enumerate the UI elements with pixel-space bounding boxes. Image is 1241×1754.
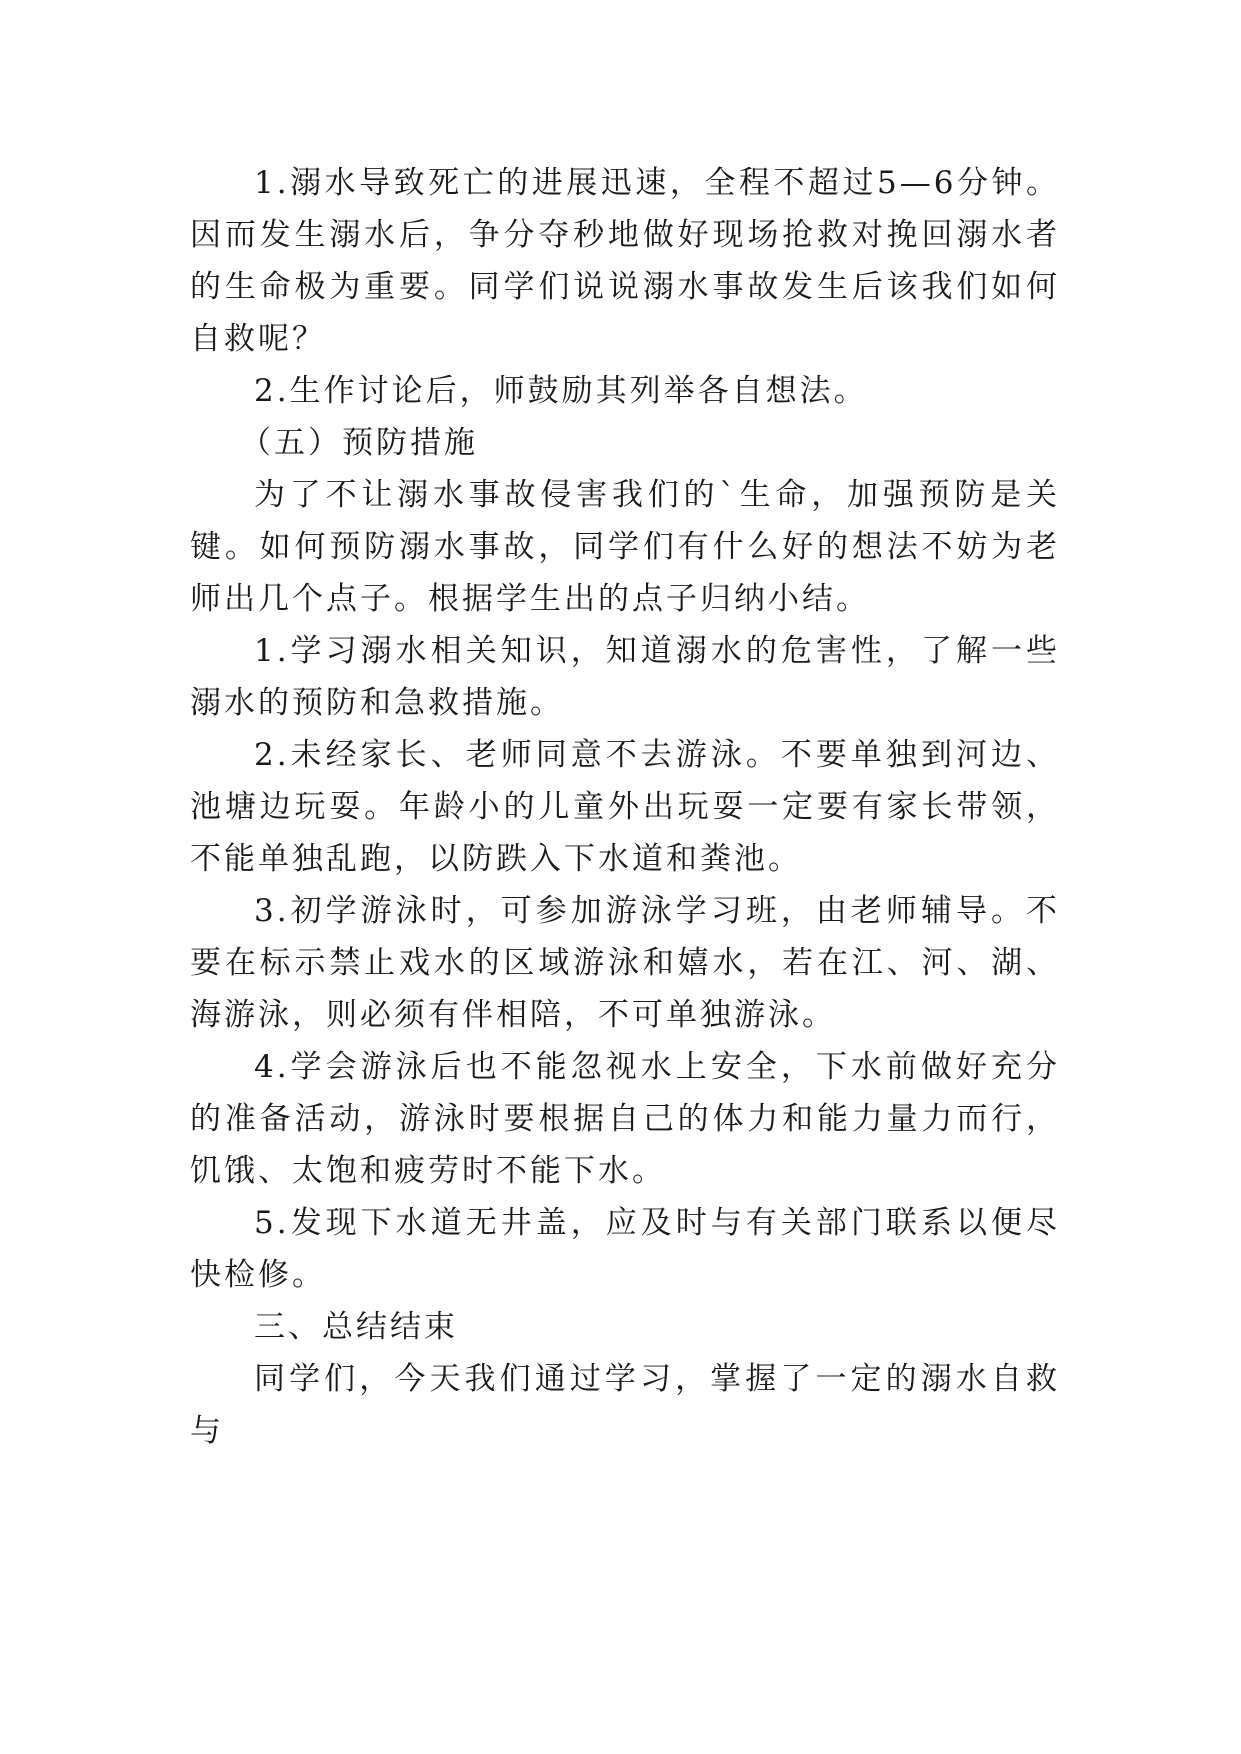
paragraph-student-discussion: 2.生作讨论后，师鼓励其列举各自想法。: [254, 373, 868, 409]
paragraph-prevention-intro: 为了不让溺水事故侵害我们的`生命，加强预防是关键。如何预防溺水事故，同学们有什么好的想法不妨为老师出几个点子。根据学生出的点子归纳小结。: [190, 477, 1060, 617]
section-heading-prevention: （五）预防措施: [240, 425, 478, 461]
list-item-1: 1.学习溺水相关知识，知道溺水的危害性，了解一些溺水的预防和急救措施。: [190, 633, 1060, 721]
list-item-5: 5.发现下水道无井盖，应及时与有关部门联系以便尽快检修。: [190, 1205, 1060, 1293]
paragraph-summary: 同学们，今天我们通过学习，掌握了一定的溺水自救与: [190, 1361, 1060, 1449]
list-item-4: 4.学会游泳后也不能忽视水上安全，下水前做好充分的准备活动，游泳时要根据自己的体力和能力量力而行，饥饿、太饱和疲劳时不能下水。: [190, 1049, 1060, 1189]
paragraph-drowning-progress: 1.溺水导致死亡的进展迅速，全程不超过5—6分钟。因而发生溺水后，争分夺秒地做好现场抢救对挽回溺水者的生命极为重要。同学们说说溺水事故发生后该我们如何自救呢？: [190, 165, 1060, 357]
list-item-3: 3.初学游泳时，可参加游泳学习班，由老师辅导。不要在标示禁止戏水的区域游泳和嬉水，若在江、河、湖、海游泳，则必须有伴相陪，不可单独游泳。: [190, 893, 1060, 1033]
list-item-2: 2.未经家长、老师同意不去游泳。不要单独到河边、池塘边玩耍。年龄小的儿童外出玩耍一定要有家长带领，不能单独乱跑，以防跌入下水道和粪池。: [190, 737, 1060, 877]
document-body: [190, 157, 1060, 1457]
section-heading-summary: 三、总结结束: [254, 1309, 458, 1345]
